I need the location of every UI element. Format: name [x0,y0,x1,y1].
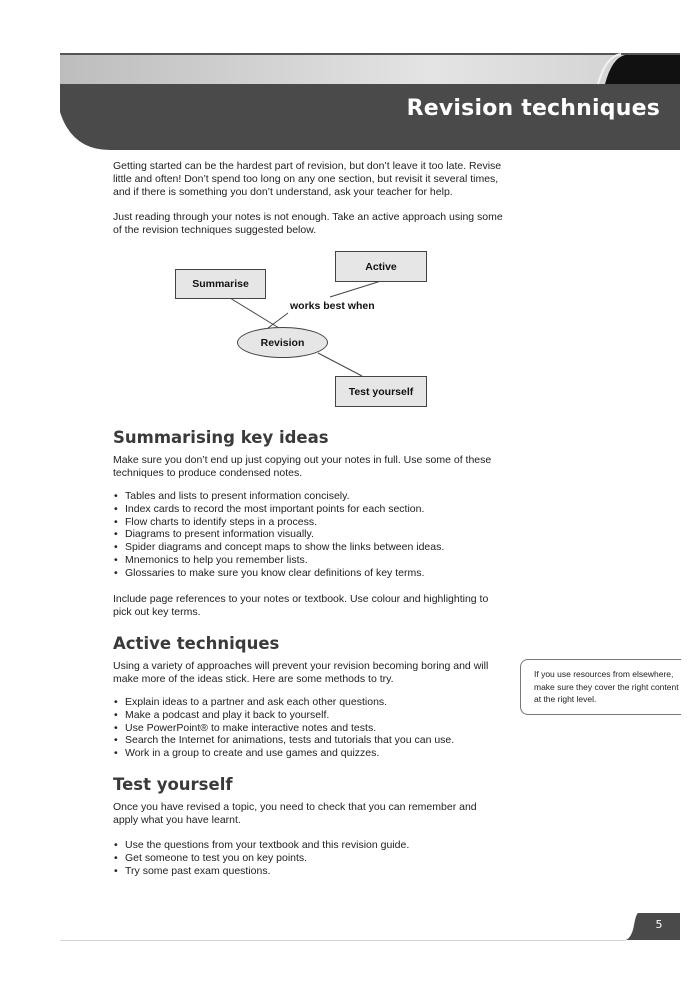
list-item: • Tables and lists to present information concisely. [113,490,513,503]
list-item: • Spider diagrams and concept maps to show the links between ideas. [113,541,513,554]
list-item: • Make a podcast and play it back to yourself. [113,709,513,722]
intro-paragraph-2: Just reading through your notes is not enough. Take an active approach using some of the revision techniques suggested below. [113,211,503,236]
tip-box [520,659,681,715]
summarising-intro: Make sure you don’t end up just copying out your notes in full. Use some of these techniques to produce condensed notes. [113,454,492,479]
list-item: • Explain ideas to a partner and ask each other questions. [113,696,513,709]
list-item: • Flow charts to identify steps in a process. [113,516,513,529]
page-title: Revision techniques [406,96,660,121]
section-heading-active: Active techniques [113,634,280,653]
summarising-outro: Include page references to your notes or textbook. Use colour and highlighting to pick out key terms. [113,593,489,618]
page-number: 5 [655,918,663,931]
list-item: • Mnemonics to help you remember lists. [113,554,513,567]
list-item: • Use PowerPoint® to make interactive notes and tests. [113,722,513,735]
active-intro: Using a variety of approaches will prevent your revision becoming boring and will make more of the ideas stick. Here are some methods to try. [113,660,489,685]
list-item: • Use the questions from your textbook and this revision guide. [113,839,513,852]
footer-rule [60,940,626,941]
list-item: • Work in a group to create and use games and quizzes. [113,747,513,760]
section-heading-test-yourself: Test yourself [113,775,233,794]
list-item: • Search the Internet for animations, tests and tutorials that you can use. [113,734,513,747]
active-list [113,696,513,760]
list-item: • Try some past exam questions. [113,865,513,878]
test-list [113,839,513,877]
diagram-node-summarise: Summarise [175,269,266,299]
diagram-center-revision: Revision [237,327,328,358]
section-heading-summarising: Summarising key ideas [113,428,329,447]
diagram-link-label: works best when [290,300,375,312]
list-item: • Glossaries to make sure you know clear definitions of key terms. [113,567,513,580]
test-intro: Once you have revised a topic, you need to check that you can remember and apply what you have learnt. [113,801,477,826]
list-item: • Get someone to test you on key points. [113,852,513,865]
intro-paragraph: Getting started can be the hardest part of revision, but don’t leave it too late. Revise little and often! Don’t spend too long on any one section, but revisit it several times, and if there is something you don’t understand, ask your teacher for help. [113,160,502,198]
list-item: • Index cards to record the most important points for each section. [113,503,513,516]
summarising-list [113,490,513,580]
diagram-node-test-yourself: Test yourself [335,376,427,407]
diagram-node-active: Active [335,251,427,282]
list-item: • Diagrams to present information visually. [113,528,513,541]
tip-text: If you use resources from elsewhere, make sure they cover the right content at the right level. [534,669,679,704]
